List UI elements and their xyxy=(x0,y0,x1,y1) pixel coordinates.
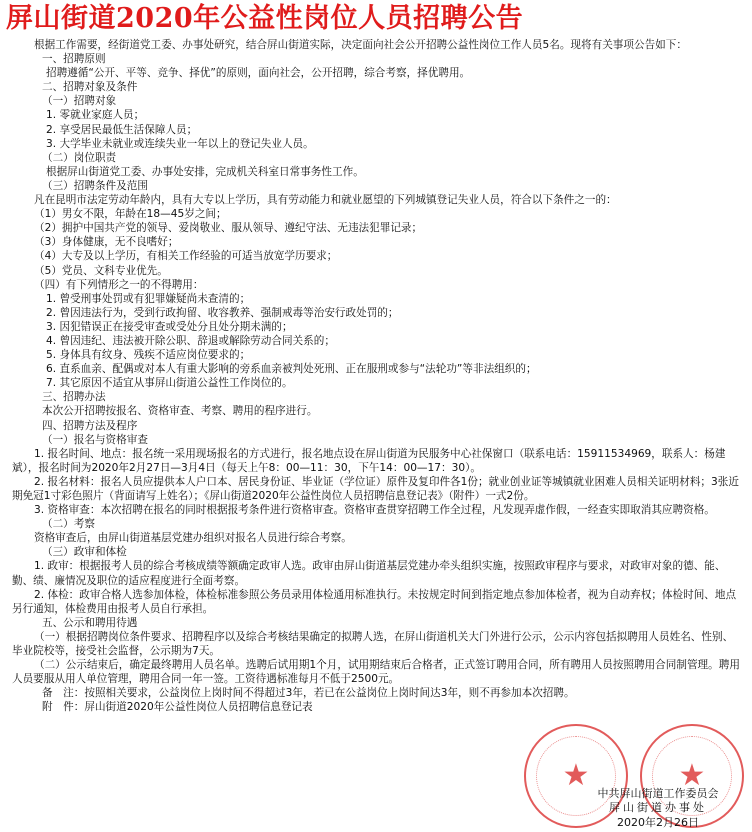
star-icon: ★ xyxy=(562,758,590,793)
announcement-body xyxy=(12,38,740,715)
section-heading: 一、招聘原则 xyxy=(42,53,106,66)
list-item: 2. 享受居民最低生活保障人员； xyxy=(46,123,198,136)
paragraph: 2. 报名材料：报名人员应提供本人户口本、居民身份证、毕业证（学位证）原件及复印件各1份；就业创业证等城镇就业困难人员相关证明材料；3张近期免冠1寸彩色照片（背面请写上姓名）；《屏山街道2020年公益性岗位人员招聘信息登记表》（附件）一式2份。 xyxy=(12,475,739,502)
section-heading: 五、公示和聘用待遇 xyxy=(42,616,138,629)
list-item: 1. 零就业家庭人员； xyxy=(46,109,145,122)
paragraph: （一）根据招聘岗位条件要求、招聘程序以及综合考核结果确定的拟聘人选，在屏山街道机关大门外进行公示，公示内容包括拟聘用人员姓名、性别、毕业院校等，接受社会监督，公示期为7天。 xyxy=(12,630,734,658)
signature-org: 中共屏山街道工作委员会 xyxy=(597,787,719,800)
list-item: （4）大专及以上学历，有相关工作经验的可适当放宽学历要求； xyxy=(34,250,338,263)
subsection-heading: （二）考察 xyxy=(42,518,95,531)
list-item: 4. 曾因违纪、违法被开除公职、辞退或解除劳动合同关系的； xyxy=(46,334,335,347)
star-icon: ★ xyxy=(678,758,706,793)
list-item: 3. 大学毕业未就业或连续失业一年以上的登记失业人员。 xyxy=(46,137,314,150)
subsection-heading: （四）有下列情形之一的不得聘用： xyxy=(34,278,204,291)
list-item: （1）男女不限，年龄在18—45岁之间； xyxy=(34,208,227,221)
list-item: （5）党员、文科专业优先。 xyxy=(34,264,168,277)
list-item: （3）身体健康，无不良嗜好； xyxy=(34,236,179,249)
subsection-heading: （一）报名与资格审查 xyxy=(42,433,148,446)
section-heading: 三、招聘办法 xyxy=(42,391,106,404)
subsection-heading: （二）岗位职责 xyxy=(42,151,117,164)
note: 备 注：按照相关要求，公益岗位上岗时间不得超过3年，若已在公益岗位上岗时间达3年，则不再参加本次招聘。 xyxy=(42,687,575,700)
paragraph: 招聘遵循“公开、平等、竞争、择优”的原则，面向社会，公开招聘，综合考察，择优聘用。 xyxy=(46,67,471,80)
signature-org: 屏山街道办事处 xyxy=(609,801,707,814)
paragraph: 凡在昆明市法定劳动年龄内，具有大专以上学历，具有劳动能力和就业愿望的下列城镇登记失业人员，符合以下条件之一的： xyxy=(34,194,617,207)
page-title: 屏山街道2020年公益性岗位人员招聘公告 xyxy=(6,3,524,34)
attachment: 附 件：屏山街道2020年公益性岗位人员招聘信息登记表 xyxy=(42,701,313,714)
subsection-heading: （一）招聘对象 xyxy=(42,95,117,108)
paragraph: 1. 政审：根据报考人员的综合考核成绩等额确定政审人选。政审由屏山街道基层党建办牵头组织实施，按照政审程序与要求，对政审对象的德、能、勤、绩、廉情况及职位的适应程度进行全面考察。 xyxy=(12,560,726,587)
list-item: （2）拥护中国共产党的领导、爱岗敬业、服从领导、遵纪守法、无违法犯罪记录； xyxy=(34,222,423,235)
paragraph: （二）公示结束后，确定最终聘用人员名单。选聘后试用期1个月，试用期结束后合格者，正式签订聘用合同，所有聘用人员按照聘用合同制管理。聘用人员要服从用人单位管理，聘用合同一年一签。工资待遇标准每月不低于2500元。 xyxy=(12,659,740,686)
paragraph: 2. 体检：政审合格人选参加体检，体检标准参照公务员录用体检通用标准执行。未按规定时间到指定地点参加体检者，视为自动弃权；体检时间、地点另行通知，体检费用由报考人员自行承担。 xyxy=(12,588,737,615)
paragraph: 3. 资格审查：本次招聘在报名的同时根据报考条件进行资格审查。资格审查贯穿招聘工作全过程，凡发现弄虚作假，一经查实即取消其应聘资格。 xyxy=(34,504,715,517)
section-heading: 二、招聘对象及条件 xyxy=(42,81,138,94)
paragraph: 资格审查后，由屏山街道基层党建办组织对报名人员进行综合考察。 xyxy=(34,532,352,545)
paragraph: 根据屏山街道党工委、办事处安排，完成机关科室日常事务性工作。 xyxy=(46,165,364,178)
list-item: 2. 曾因违法行为，受到行政拘留、收容教养、强制戒毒等治安行政处罚的； xyxy=(46,306,399,319)
paragraph: 本次公开招聘按报名、资格审查、考察、聘用的程序进行。 xyxy=(42,405,318,418)
subsection-heading: （三）政审和体检 xyxy=(42,546,127,559)
list-item: 6. 直系血亲、配偶或对本人有重大影响的旁系血亲被判处死刑、正在服刑或参与“法轮功”等非法组织的； xyxy=(46,363,537,376)
list-item: 7. 其它原因不适宜从事屏山街道公益性工作岗位的。 xyxy=(46,377,293,390)
list-item: 5. 身体具有纹身、残疾不适应岗位要求的； xyxy=(46,349,251,362)
section-heading: 四、招聘方法及程序 xyxy=(42,419,138,432)
paragraph: 1. 报名时间、地点：报名统一采用现场报名的方式进行，报名地点设在屏山街道为民服务中心社保窗口（联系电话：15911534969，联系人：杨建斌），报名时间为2020年2月27日—3月4日（每天上午8：00—11：30，下午14：00—17：30）。 xyxy=(12,447,726,474)
list-item: 1. 曾受刑事处罚或有犯罪嫌疑尚未查清的； xyxy=(46,292,251,305)
subsection-heading: （三）招聘条件及范围 xyxy=(42,179,148,192)
signature-date: 2020年2月26日 xyxy=(617,816,699,829)
intro-paragraph: 根据工作需要，经街道党工委、办事处研究，结合屏山街道实际，决定面向社会公开招聘公益性岗位工作人员5名。现将有关事项公告如下： xyxy=(34,39,687,51)
list-item: 3. 因犯错误正在接受审查或受处分且处分期未满的； xyxy=(46,320,293,333)
